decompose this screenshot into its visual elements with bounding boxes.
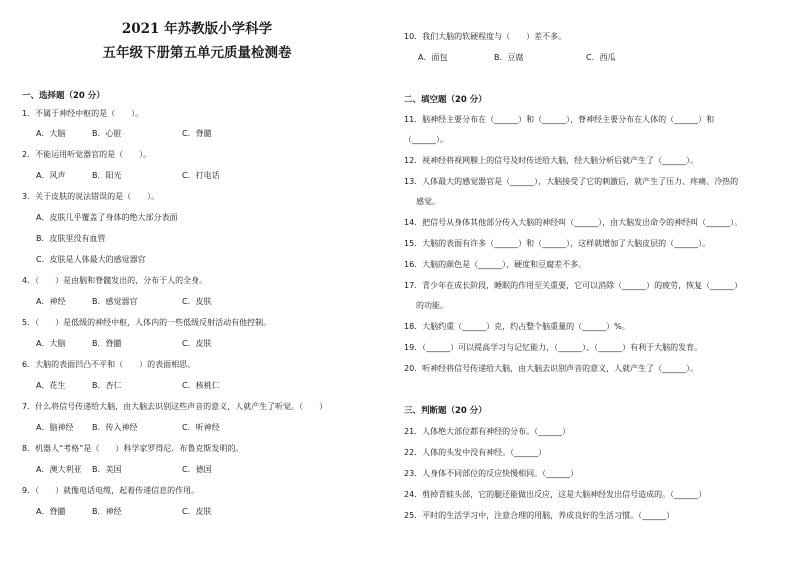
question-17: 17．青少年在成长阶段，睡眠的作用至关重要，它可以消除（______）的疲劳，恢复（______） [404, 281, 743, 290]
section-choice-heading: 一、选择题（20 分） [22, 91, 105, 101]
section-judge-heading: 三、判断题（20 分） [404, 406, 487, 416]
question-1: 1．不属于神经中枢的是（ ）。 [22, 109, 144, 118]
option-a[interactable]: A．大脑 [36, 129, 66, 138]
option-c[interactable]: C．脊髓 [182, 129, 212, 138]
question-3-option-a[interactable]: A．皮肤几乎覆盖了身体的绝大部分表面 [36, 213, 178, 222]
question-4: 4．（ ）是由脑和脊髓发出的，分布于人的全身。 [22, 276, 208, 285]
option-c[interactable]: C．德国 [182, 465, 212, 474]
option-c[interactable]: C．皮肤 [182, 297, 212, 306]
question-5: 5．（ ）是低级的神经中枢，人体内的一些低级反射活动有他控制。 [22, 318, 272, 327]
option-b[interactable]: B．感觉器官 [92, 297, 138, 306]
option-c[interactable]: C．西瓜 [586, 53, 616, 62]
option-a[interactable]: A．神经 [36, 297, 66, 306]
option-b[interactable]: B．美国 [92, 465, 122, 474]
option-a[interactable]: A．脊髓 [36, 507, 66, 516]
option-c[interactable]: C．核桃仁 [182, 381, 220, 390]
exam-title-line1: 2021 年苏教版小学科学 [121, 21, 273, 37]
option-c[interactable]: C．皮肤 [182, 339, 212, 348]
exam-title-line2: 五年级下册第五单元质量检测卷 [102, 45, 292, 61]
question-6: 6．大脑的表面凹凸不平和（ ）的表面相思。 [22, 360, 196, 369]
option-b[interactable]: B．心脏 [92, 129, 122, 138]
question-9: 9．（ ）就像电话电缆，起着传递信息的作用。 [22, 486, 200, 495]
question-16: 16．大脑的颜色是（______），硬度和豆腐差不多。 [404, 260, 587, 269]
option-a[interactable]: A．面包 [418, 53, 448, 62]
option-c[interactable]: C．听神经 [182, 423, 220, 432]
question-17-continued: 的功能。 [416, 301, 448, 310]
question-11-continued: （______）。 [404, 135, 448, 144]
question-20: 20．听神经将信号传递给大脑，由大脑去识别声音的意义，人就产生了（______）。 [404, 364, 699, 373]
option-a[interactable]: A．澳大利亚 [36, 465, 82, 474]
question-13-continued: 感觉。 [416, 197, 440, 206]
question-8: 8．机器人“考格”是（ ）科学家罗得尼．布鲁克斯发明的。 [22, 444, 244, 453]
question-22: 22．人体的头发中没有神经。（______） [404, 448, 547, 457]
option-a[interactable]: A．花生 [36, 381, 66, 390]
question-18: 18．大脑约重（______）克，约占整个脑重量的（______）%。 [404, 322, 630, 331]
question-14: 14．把信号从身体其他部分传入大脑的神经叫（______），由大脑发出命令的神经叫（______）。 [404, 218, 743, 227]
option-b[interactable]: B．传入神经 [92, 423, 138, 432]
question-7: 7．什么将信号传递给大脑，由大脑去识别这些声音的意义，人就产生了听觉。（ ） [22, 402, 328, 411]
option-b[interactable]: B．脊髓 [92, 339, 122, 348]
question-2: 2．不能运用听觉器官的是（ ）。 [22, 150, 152, 159]
question-21: 21．人体绝大部位都有神经的分布。（______） [404, 427, 571, 436]
option-b[interactable]: B．阳光 [92, 171, 122, 180]
option-b[interactable]: B．豆腐 [494, 53, 524, 62]
question-25: 25．平时的生活学习中，注意合理的用脑，养成良好的生活习惯。（______） [404, 511, 675, 520]
option-a[interactable]: A．风声 [36, 171, 66, 180]
question-15: 15．大脑的表面有许多（______）和（______），这样就增加了大脑皮层的（______）。 [404, 239, 711, 248]
question-23: 23．人身体不同部位的反应快慢相同。（______） [404, 469, 579, 478]
option-c[interactable]: C．打电话 [182, 171, 220, 180]
question-3: 3．关于皮肤的说法错误的是（ ）。 [22, 192, 160, 201]
option-b[interactable]: B．杏仁 [92, 381, 122, 390]
option-a[interactable]: A．大脑 [36, 339, 66, 348]
question-10: 10．我们大脑的软硬程度与（ ）差不多。 [404, 32, 567, 41]
question-12: 12．视神经将视网膜上的信号及时传送给大脑，经大脑分析后就产生了（______）。 [404, 156, 699, 165]
question-3-option-b[interactable]: B．皮肤里没有血管 [36, 234, 106, 243]
option-a[interactable]: A．脑神经 [36, 423, 74, 432]
question-3-option-c[interactable]: C．皮肤是人体最大的感觉器官 [36, 255, 146, 264]
question-19: 19．（______）可以提高学习与记忆能力，（______）、（______）有利于大脑的发育。 [404, 343, 703, 352]
option-b[interactable]: B．神经 [92, 507, 122, 516]
section-fill-heading: 二、填空题（20 分） [404, 95, 487, 105]
question-24: 24．剪掉青蛙头部，它的腿还能做出反应，这是大脑神经发出信号造成的。（______） [404, 490, 707, 499]
question-13: 13．人体最大的感觉器官是（______），大脑接受了它的刺激后，就产生了压力、疼痛、冷热的 [404, 177, 739, 186]
option-c[interactable]: C．皮肤 [182, 507, 212, 516]
question-11: 11．脑神经主要分布在（______）和（______），脊神经主要分布在人体的（______）和 [404, 115, 715, 124]
